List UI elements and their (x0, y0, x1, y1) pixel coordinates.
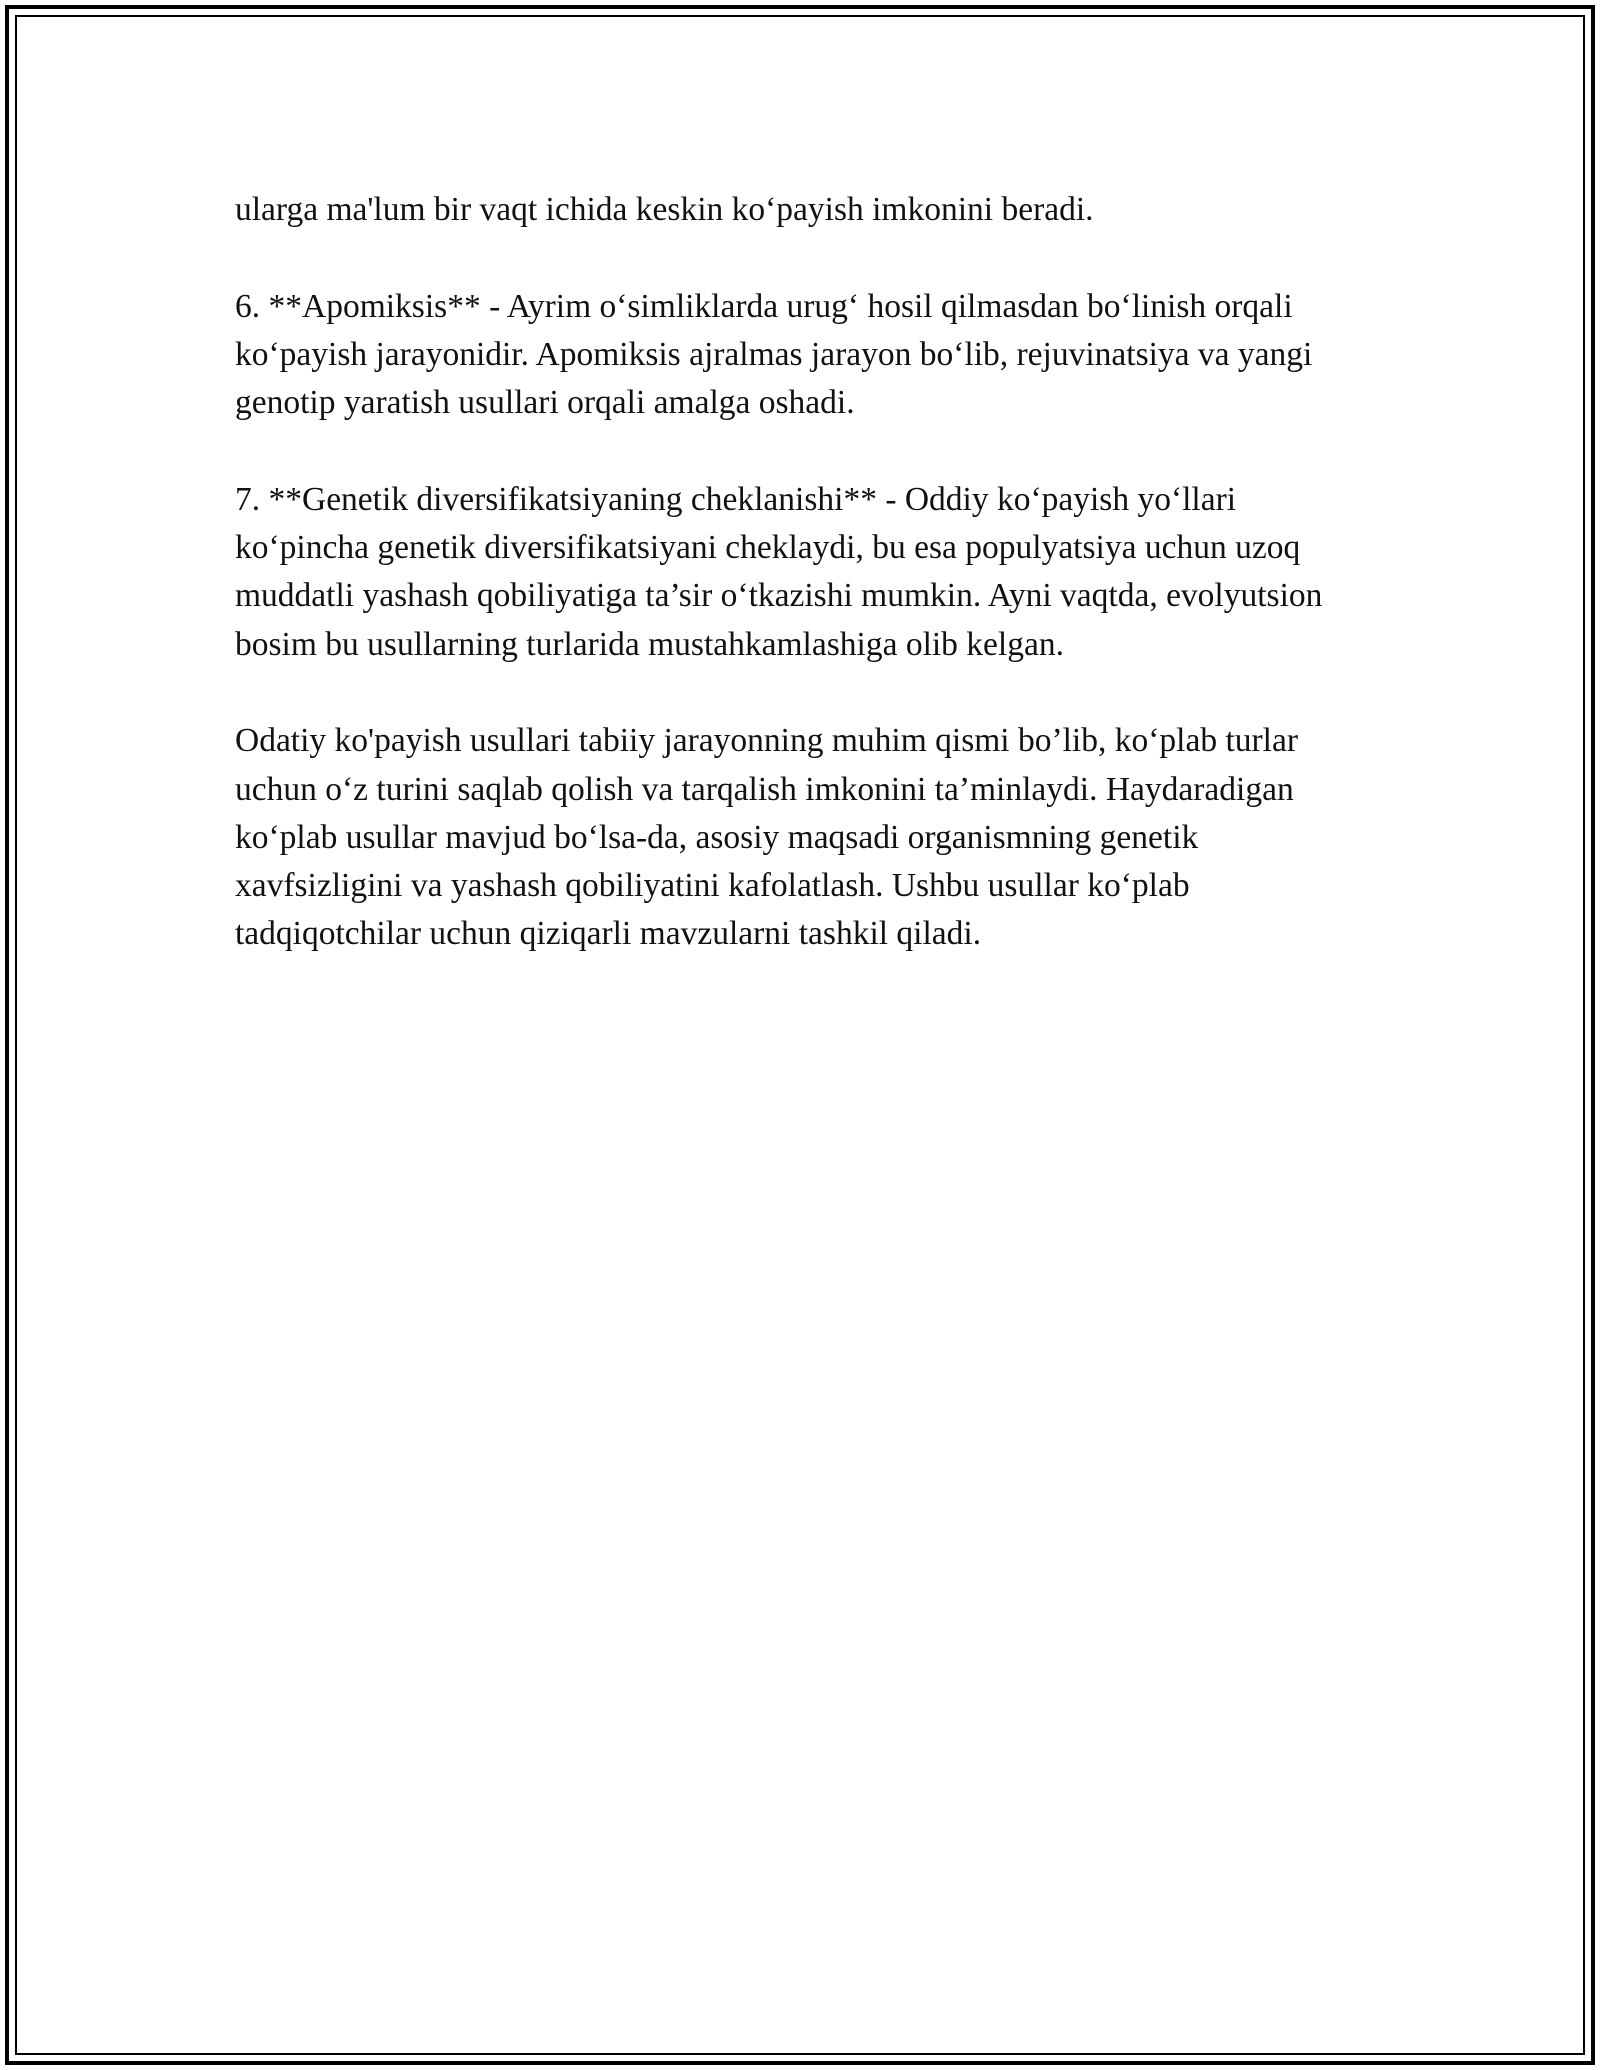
paragraph-apomiksis: 6. **Apomiksis** - Ayrim o‘simliklarda urug‘ hosil qilmasdan bo‘linish orqali ko‘payish jarayonidir. Apomiksis ajralmas jarayon bo‘lib, rejuvinatsiya va yangi genotip yaratish usullari orqali amalga oshadi. (235, 287, 1313, 422)
paragraph-continuation: ularga ma'lum bir vaqt ichida keskin ko‘payish imkonini beradi. (235, 191, 1094, 228)
document-body (235, 186, 1355, 959)
paragraph-genetik-diversifikatsiya: 7. **Genetik diversifikatsiyaning cheklanishi** - Oddiy ko‘payish yo‘llari ko‘pincha genetik diversifikatsiyani cheklaydi, bu esa populyatsiya uchun uzoq muddatli yashash qobiliyatiga ta’sir o‘tkazishi mumkin. Ayni vaqtda, evolyutsion bosim bu usullarning turlarida mustahkamlashiga olib kelgan. (235, 480, 1323, 663)
paragraph-conclusion: Odatiy ko'payish usullari tabiiy jarayonning muhim qismi bo’lib, ko‘plab turlar uchun o‘z turini saqlab qolish va tarqalish imkonini ta’minlaydi. Haydaradigan ko‘plab usullar mavjud bo‘lsa-da, asosiy maqsadi organismning genetik xavfsizligini va yashash qobiliyatini kafolatlash. Ushbu usullar ko‘plab tadqiqotchilar uchun qiziqarli mavzularni tashkil qiladi. (235, 722, 1298, 953)
